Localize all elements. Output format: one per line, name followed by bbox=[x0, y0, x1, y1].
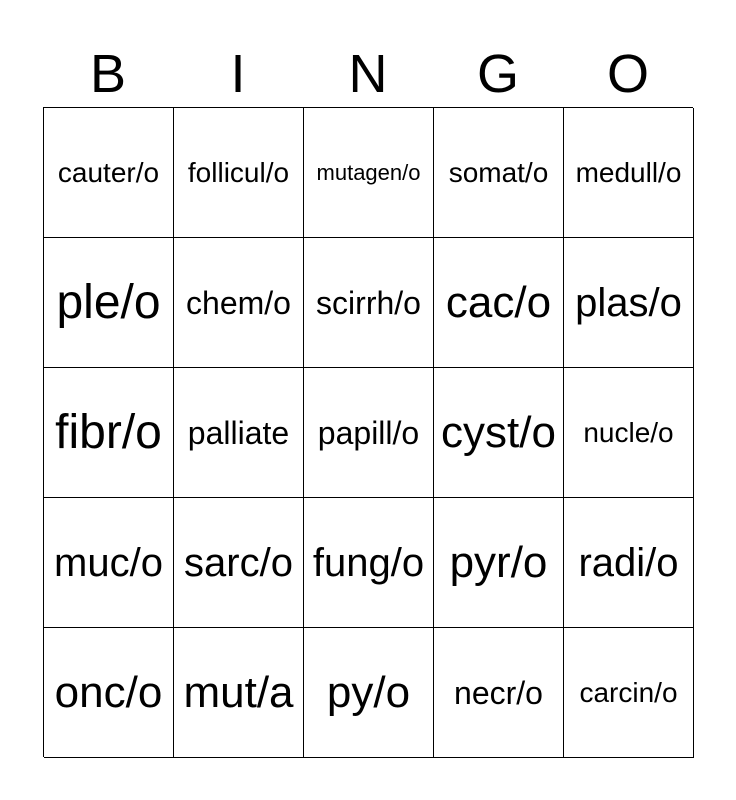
cell-label: fibr/o bbox=[55, 405, 162, 459]
bingo-cell-r4c5[interactable] bbox=[564, 498, 694, 628]
header-letter-o: O bbox=[606, 44, 649, 104]
bingo-cell-r2c2[interactable] bbox=[174, 238, 304, 368]
bingo-board bbox=[43, 107, 693, 757]
bingo-cell-r5c5[interactable] bbox=[564, 628, 694, 758]
cell-label: follicul/o bbox=[187, 156, 290, 188]
bingo-cell-r1c2[interactable] bbox=[174, 108, 304, 238]
cell-label: cac/o bbox=[445, 277, 552, 327]
bingo-cell-r1c3[interactable] bbox=[304, 108, 434, 238]
header-letter-b: B bbox=[89, 44, 127, 104]
cell-label: cyst/o bbox=[441, 407, 556, 457]
cell-label: py/o bbox=[326, 667, 411, 717]
bingo-header bbox=[43, 40, 693, 108]
bingo-cell-r2c4[interactable] bbox=[434, 238, 564, 368]
header-letter-i: I bbox=[230, 44, 246, 104]
cell-label: medull/o bbox=[575, 156, 682, 188]
bingo-cell-r1c1[interactable] bbox=[44, 108, 174, 238]
bingo-cell-r4c1[interactable] bbox=[44, 498, 174, 628]
header-letter-g: G bbox=[476, 44, 519, 104]
cell-label: chem/o bbox=[186, 284, 291, 321]
cell-label: onc/o bbox=[54, 667, 163, 717]
cell-label: pyr/o bbox=[449, 537, 548, 587]
bingo-cell-r2c5[interactable] bbox=[564, 238, 694, 368]
cell-label: mut/a bbox=[183, 667, 294, 717]
bingo-cell-r2c3[interactable] bbox=[304, 238, 434, 368]
cell-label: mutagen/o bbox=[316, 159, 421, 185]
bingo-cell-r5c2[interactable] bbox=[174, 628, 304, 758]
bingo-cell-r5c1[interactable] bbox=[44, 628, 174, 758]
cell-label: scirrh/o bbox=[316, 284, 421, 321]
bingo-cell-r1c4[interactable] bbox=[434, 108, 564, 238]
cell-label: necr/o bbox=[454, 674, 543, 711]
bingo-cell-r3c3[interactable] bbox=[304, 368, 434, 498]
bingo-cell-r5c3[interactable] bbox=[304, 628, 434, 758]
cell-label: sarc/o bbox=[184, 540, 293, 585]
cell-label: papill/o bbox=[317, 414, 420, 451]
bingo-cell-r3c1[interactable] bbox=[44, 368, 174, 498]
cell-label: muc/o bbox=[54, 540, 163, 585]
cell-label: carcin/o bbox=[579, 676, 678, 708]
bingo-cell-r4c4[interactable] bbox=[434, 498, 564, 628]
bingo-cell-r4c3[interactable] bbox=[304, 498, 434, 628]
header-letter-n: N bbox=[348, 44, 388, 104]
cell-label: plas/o bbox=[575, 280, 682, 325]
bingo-cell-r2c1[interactable] bbox=[44, 238, 174, 368]
bingo-cell-r3c5[interactable] bbox=[564, 368, 694, 498]
cell-label: cauter/o bbox=[57, 156, 160, 188]
cell-label: radi/o bbox=[578, 540, 679, 585]
cell-label: ple/o bbox=[56, 275, 161, 329]
bingo-cell-r4c2[interactable] bbox=[174, 498, 304, 628]
bingo-cell-r5c4[interactable] bbox=[434, 628, 564, 758]
cell-label: fung/o bbox=[312, 540, 425, 585]
bingo-cell-r1c5[interactable] bbox=[564, 108, 694, 238]
bingo-cell-r3c2[interactable] bbox=[174, 368, 304, 498]
cell-label: palliate bbox=[187, 414, 290, 451]
cell-label: nucle/o bbox=[583, 416, 674, 448]
cell-label: somat/o bbox=[448, 156, 549, 188]
bingo-cell-r3c4[interactable] bbox=[434, 368, 564, 498]
